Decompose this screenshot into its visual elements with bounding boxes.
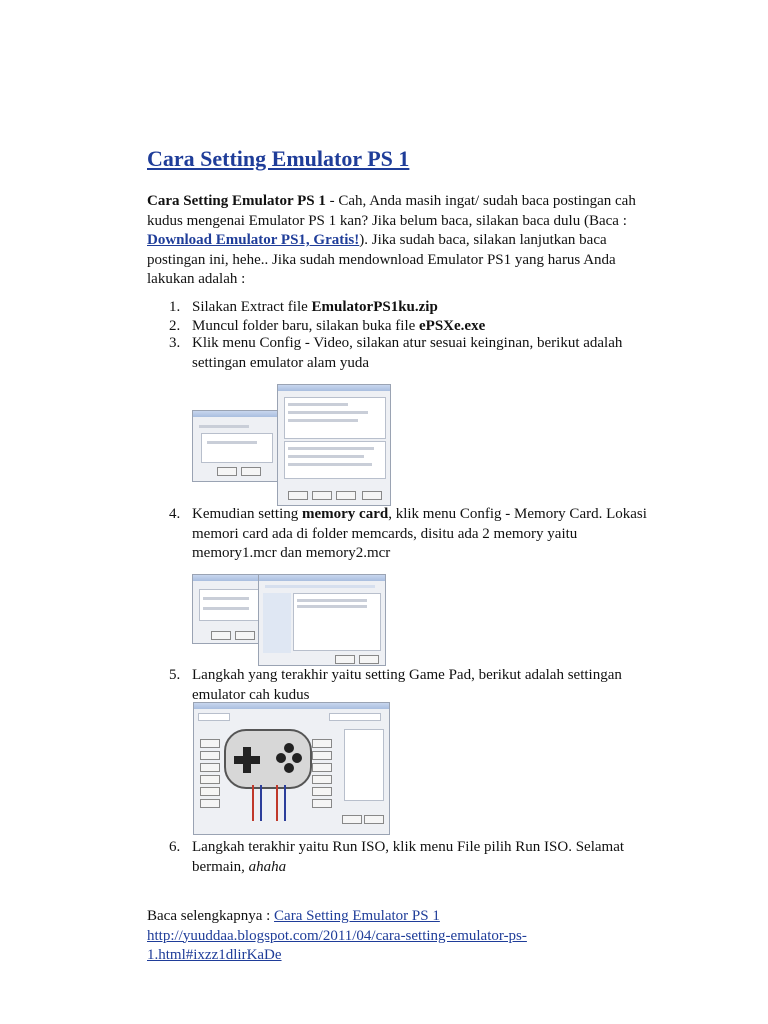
read-more-footer	[147, 907, 647, 966]
memory-card-small-screenshot	[192, 574, 266, 644]
list-number: 1.	[169, 299, 181, 315]
list-text: Klik menu Config - Video, silakan atur sesuai keinginan, berikut adalah settingan emulator alam yuda	[192, 335, 623, 371]
video-config-small-screenshot	[192, 410, 282, 482]
read-more-url-link-continued[interactable]: 1.html#ixzz1dlirKaDe	[147, 947, 282, 963]
list-text: Muncul folder baru, silakan buka file ePSXe.exe	[192, 318, 486, 334]
list-text: Silakan Extract file EmulatorPS1ku.zip	[192, 299, 438, 315]
list-text: Langkah terakhir yaitu Run ISO, klik menu File pilih Run ISO. Selamat bermain, ahaha	[192, 839, 625, 875]
intro-bold-lead: Cara Setting Emulator PS 1	[147, 193, 326, 209]
read-more-label: Baca selengkapnya :	[147, 908, 275, 924]
read-more-url-link[interactable]: http://yuuddaa.blogspot.com/2011/04/cara-setting-emulator-ps-	[147, 927, 527, 944]
list-text: Kemudian setting memory card, klik menu Config - Memory Card. Lokasi memori card ada di folder memcards, disitu ada 2 memory yaitu memory1.mcr dan memory2.mcr	[192, 506, 647, 561]
intro-paragraph	[147, 192, 643, 290]
list-number: 5.	[169, 667, 181, 683]
gamepad-config-screenshot	[193, 702, 390, 835]
intro-text-2: ). Jika sudah baca, silakan lanjutkan baca postingan ini, hehe.. Jika sudah mendownload Emulator PS1 yang harus Anda lakukan adalah :	[147, 232, 616, 287]
list-text: Langkah yang terakhir yaitu setting Game Pad, berikut adalah settingan emulator cah kudus	[192, 667, 622, 703]
list-number: 3.	[169, 335, 181, 351]
list-number: 2.	[169, 318, 181, 334]
list-number: 6.	[169, 839, 181, 855]
read-more-title-link[interactable]: Cara Setting Emulator PS 1	[274, 908, 440, 924]
memory-card-file-dialog-screenshot	[258, 574, 386, 666]
video-config-large-screenshot	[277, 384, 391, 506]
page-title[interactable]: Cara Setting Emulator PS 1	[147, 146, 410, 171]
gamepad-icon	[224, 729, 312, 789]
list-number: 4.	[169, 506, 181, 522]
intro-text-1: - Cah, Anda masih ingat/ sudah baca postingan cah kudus mengenai Emulator PS 1 kan? Jika belum baca, silakan baca dulu (Baca :	[147, 193, 636, 229]
download-emulator-link[interactable]: Download Emulator PS1, Gratis!	[147, 232, 360, 248]
